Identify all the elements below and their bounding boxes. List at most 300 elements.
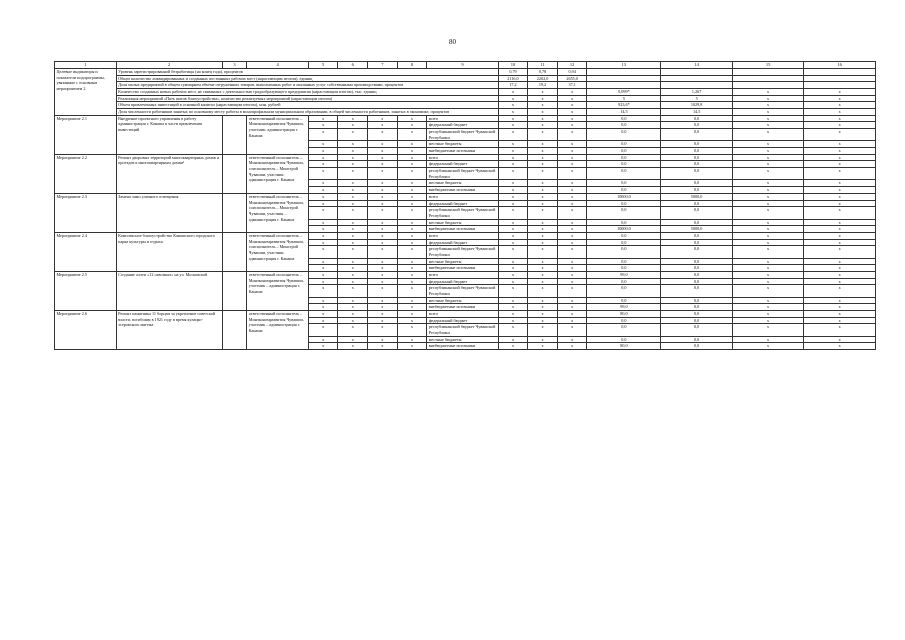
header-cell: 1 <box>55 62 117 69</box>
code-cell: х <box>338 161 368 168</box>
funding-value: х <box>498 154 528 161</box>
indicator-value: 0,78 <box>528 69 558 76</box>
code-cell: х <box>397 193 427 200</box>
code-cell: х <box>397 246 427 258</box>
funding-value: 0,0 <box>587 207 661 219</box>
code-cell: х <box>397 219 427 226</box>
funding-source: всего <box>427 271 498 278</box>
event-row <box>55 115 876 122</box>
funding-value: х <box>732 168 803 180</box>
funding-value: 0,0 <box>661 115 732 122</box>
funding-value: х <box>804 154 876 161</box>
funding-source: республиканский бюджет Чувашской Республики <box>427 324 498 336</box>
header-cell: 15 <box>732 62 803 69</box>
funding-value: х <box>557 161 587 168</box>
funding-value: х <box>804 141 876 148</box>
header-cell: 10 <box>498 62 528 69</box>
code-cell: х <box>397 168 427 180</box>
code-cell: х <box>308 141 338 148</box>
header-cell: 3 <box>222 62 247 69</box>
funding-value: х <box>498 324 528 336</box>
indicator-value: х <box>804 109 876 116</box>
funding-value: х <box>557 219 587 226</box>
funding-value: 0,0 <box>661 219 732 226</box>
code-cell: х <box>397 187 427 194</box>
indicator-value: 19,2 <box>528 82 558 89</box>
event-name: Внедрение проектного управления в работу администрации г. Канаша в части привлечения инвестиций <box>116 115 222 154</box>
event-blank <box>222 115 247 154</box>
indicator-value: 2116,0 <box>498 75 528 82</box>
code-cell: х <box>308 343 338 350</box>
funding-value: х <box>804 122 876 129</box>
funding-value: 0,0 <box>661 187 732 194</box>
funding-source: местные бюджеты <box>427 219 498 226</box>
funding-value: х <box>732 193 803 200</box>
code-cell: х <box>397 324 427 336</box>
code-cell: х <box>308 168 338 180</box>
indicator-value <box>804 69 876 76</box>
event-executor: ответственный исполнитель – Минэкономразвития Чувашии, соисполнитель – Минстрой Чувашии, участник: администрация г. Канаша <box>247 232 309 271</box>
code-cell: х <box>368 148 398 155</box>
indicator-row <box>55 89 876 96</box>
indicator-value: 14,5 <box>587 109 661 116</box>
event-name: Создание аллеи «12 сквозных» на ул. Московской <box>116 271 222 310</box>
funding-value: х <box>498 304 528 311</box>
funding-value: х <box>557 265 587 272</box>
code-cell: х <box>308 129 338 141</box>
code-cell: х <box>368 246 398 258</box>
code-cell: х <box>368 200 398 207</box>
funding-value: х <box>804 336 876 343</box>
funding-source: федеральный бюджет <box>427 278 498 285</box>
funding-source: местные бюджеты <box>427 297 498 304</box>
code-cell: х <box>338 115 368 122</box>
funding-value: х <box>498 180 528 187</box>
funding-value: х <box>498 161 528 168</box>
code-cell: х <box>338 226 368 233</box>
funding-value: х <box>732 271 803 278</box>
funding-value: х <box>498 285 528 297</box>
funding-source: республиканский бюджет Чувашской Республики <box>427 246 498 258</box>
indicator-text: Доля малых предприятий в общем суммарном объеме отгруженных товаров, выполненных работ и оказанных услуг собственными производствами, процентов <box>116 82 498 89</box>
funding-source: внебюджетные источники <box>427 304 498 311</box>
code-cell: х <box>338 180 368 187</box>
funding-value: х <box>732 148 803 155</box>
funding-value: 99,0 <box>587 271 661 278</box>
funding-value: х <box>557 154 587 161</box>
funding-value: х <box>732 129 803 141</box>
code-cell: х <box>368 304 398 311</box>
funding-value: х <box>528 200 558 207</box>
funding-value: 0,0 <box>587 219 661 226</box>
funding-source: внебюджетные источники <box>427 343 498 350</box>
indicator-text: Общее количество ликвидированных и созданных постоянных рабочих мест (нарастающим итогом), единиц <box>116 75 498 82</box>
funding-value: 0,0 <box>587 200 661 207</box>
header-cell: 16 <box>804 62 876 69</box>
funding-value: х <box>498 278 528 285</box>
code-cell: х <box>368 285 398 297</box>
funding-value: х <box>804 265 876 272</box>
code-cell: х <box>338 278 368 285</box>
funding-value: х <box>732 219 803 226</box>
funding-value: х <box>498 271 528 278</box>
code-cell: х <box>338 122 368 129</box>
code-cell: х <box>338 265 368 272</box>
funding-value: х <box>528 141 558 148</box>
funding-value: 0,0 <box>587 232 661 239</box>
funding-value: х <box>804 180 876 187</box>
funding-source: федеральный бюджет <box>427 200 498 207</box>
funding-value: х <box>528 219 558 226</box>
funding-value: 0,0 <box>661 154 732 161</box>
funding-source: республиканский бюджет Чувашской Республики <box>427 168 498 180</box>
code-cell: х <box>397 317 427 324</box>
event-name: Комплексное благоустройство Канашского городского парка культуры и отдыха <box>116 232 222 271</box>
page-number: 80 <box>449 38 456 46</box>
funding-source: всего <box>427 310 498 317</box>
funding-value: 0,0 <box>661 265 732 272</box>
program-table <box>54 61 876 350</box>
indicator-value: х <box>528 95 558 102</box>
code-cell: х <box>368 324 398 336</box>
code-cell: х <box>368 278 398 285</box>
code-cell: х <box>308 271 338 278</box>
indicator-value: х <box>498 102 528 109</box>
code-cell: х <box>397 161 427 168</box>
funding-value: 0,0 <box>587 129 661 141</box>
header-cell: 8 <box>397 62 427 69</box>
funding-value: х <box>528 265 558 272</box>
funding-value: х <box>528 115 558 122</box>
funding-source: внебюджетные источники <box>427 226 498 233</box>
funding-value: х <box>528 271 558 278</box>
code-cell: х <box>368 180 398 187</box>
code-cell: х <box>368 129 398 141</box>
funding-value: 0,0 <box>587 115 661 122</box>
funding-value: х <box>804 246 876 258</box>
funding-value: х <box>557 129 587 141</box>
event-executor: ответственный исполнитель – Минэкономразвития Чувашии, соисполнитель – Минстрой Чувашии, участник – администрация г. Канаша <box>247 193 309 232</box>
funding-value: х <box>498 265 528 272</box>
funding-value: х <box>528 258 558 265</box>
code-cell: х <box>338 304 368 311</box>
code-cell: х <box>308 200 338 207</box>
funding-value: х <box>732 180 803 187</box>
indicator-value <box>661 69 732 76</box>
code-cell: х <box>368 317 398 324</box>
code-cell: х <box>338 129 368 141</box>
code-cell: х <box>308 115 338 122</box>
funding-value: 0,0 <box>661 232 732 239</box>
header-row <box>55 62 876 69</box>
code-cell: х <box>397 141 427 148</box>
code-cell: х <box>397 278 427 285</box>
funding-value: х <box>732 258 803 265</box>
funding-value: х <box>528 180 558 187</box>
funding-value: х <box>498 122 528 129</box>
funding-value: х <box>557 336 587 343</box>
funding-value: х <box>732 310 803 317</box>
funding-value: х <box>498 297 528 304</box>
funding-value: х <box>557 122 587 129</box>
funding-value: х <box>732 324 803 336</box>
code-cell: х <box>308 154 338 161</box>
code-cell: х <box>308 161 338 168</box>
funding-value: х <box>732 232 803 239</box>
code-cell: х <box>338 317 368 324</box>
funding-value: х <box>804 297 876 304</box>
funding-value: 0,0 <box>661 129 732 141</box>
funding-value: 0,0 <box>661 304 732 311</box>
event-label: Мероприятие 2.1 <box>55 115 117 154</box>
indicator-value: х <box>528 89 558 96</box>
indicator-value <box>732 82 803 89</box>
event-label: Мероприятие 2.6 <box>55 310 117 349</box>
funding-value: х <box>804 187 876 194</box>
indicator-value: х <box>528 102 558 109</box>
indicator-value <box>587 82 661 89</box>
code-cell: х <box>368 343 398 350</box>
indicator-value: х <box>498 109 528 116</box>
funding-value: х <box>804 161 876 168</box>
funding-value: х <box>557 168 587 180</box>
indicator-value <box>587 69 661 76</box>
indicator-text: Объем привлеченных инвестиций в основной капитал (нарастающим итогом), млн. рублей <box>116 102 498 109</box>
indicator-value <box>587 75 661 82</box>
funding-source: местные бюджеты <box>427 180 498 187</box>
funding-value: х <box>528 239 558 246</box>
code-cell: х <box>338 141 368 148</box>
funding-value: х <box>732 278 803 285</box>
code-cell: х <box>338 310 368 317</box>
funding-value: х <box>557 304 587 311</box>
code-cell: х <box>397 207 427 219</box>
event-label: Мероприятие 2.4 <box>55 232 117 271</box>
event-row <box>55 193 876 200</box>
funding-value: х <box>528 232 558 239</box>
indicator-value: х <box>732 102 803 109</box>
funding-value: х <box>528 148 558 155</box>
code-cell: х <box>368 239 398 246</box>
funding-value: 0,0 <box>661 343 732 350</box>
indicator-value <box>804 75 876 82</box>
code-cell: х <box>368 297 398 304</box>
funding-value: х <box>557 193 587 200</box>
code-cell: х <box>308 246 338 258</box>
funding-value: х <box>804 168 876 180</box>
funding-value: х <box>732 187 803 194</box>
funding-value: х <box>528 297 558 304</box>
indicator-value: х <box>498 89 528 96</box>
funding-value: х <box>732 265 803 272</box>
code-cell: х <box>397 336 427 343</box>
header-cell: 6 <box>338 62 368 69</box>
funding-value: х <box>528 246 558 258</box>
funding-value: 0,0 <box>587 246 661 258</box>
funding-value: х <box>804 200 876 207</box>
event-blank <box>222 271 247 310</box>
code-cell: х <box>338 285 368 297</box>
indicator-value <box>661 75 732 82</box>
funding-value: х <box>557 226 587 233</box>
funding-value: х <box>498 141 528 148</box>
funding-value: х <box>528 310 558 317</box>
indicator-value: х <box>557 89 587 96</box>
code-cell: х <box>368 336 398 343</box>
funding-value: х <box>557 278 587 285</box>
funding-value: х <box>732 285 803 297</box>
funding-source: местные бюджеты <box>427 258 498 265</box>
indicator-row <box>55 102 876 109</box>
funding-value: 0,0 <box>661 310 732 317</box>
header-cell: 11 <box>528 62 558 69</box>
event-row <box>55 232 876 239</box>
funding-value: х <box>557 297 587 304</box>
code-cell: х <box>368 168 398 180</box>
funding-value: х <box>804 278 876 285</box>
funding-value: х <box>498 226 528 233</box>
funding-value: х <box>498 219 528 226</box>
funding-value: х <box>732 161 803 168</box>
code-cell: х <box>368 310 398 317</box>
funding-value: х <box>557 141 587 148</box>
funding-value: х <box>528 168 558 180</box>
funding-value: 0,0 <box>587 180 661 187</box>
funding-value: 0,0 <box>661 148 732 155</box>
funding-value: 99,0 <box>587 304 661 311</box>
funding-value: 5000,0 <box>661 226 732 233</box>
event-row <box>55 271 876 278</box>
indicator-value <box>661 82 732 89</box>
code-cell: х <box>308 265 338 272</box>
funding-source: местные бюджеты <box>427 336 498 343</box>
funding-value: 0,0 <box>661 200 732 207</box>
code-cell: х <box>397 297 427 304</box>
funding-value: х <box>498 310 528 317</box>
funding-value: х <box>557 324 587 336</box>
event-blank <box>222 232 247 271</box>
funding-value: х <box>732 141 803 148</box>
funding-value: 0,0 <box>587 239 661 246</box>
funding-value: 0,0 <box>587 278 661 285</box>
code-cell: х <box>308 193 338 200</box>
funding-source: всего <box>427 232 498 239</box>
funding-value: 0,0 <box>661 297 732 304</box>
indicator-value <box>732 69 803 76</box>
event-executor: ответственный исполнитель – Минэкономразвития Чувашии, участник – администрация г. Канаша <box>247 271 309 310</box>
funding-source: республиканский бюджет Чувашской Республики <box>427 285 498 297</box>
funding-value: 0,0 <box>587 317 661 324</box>
indicator-row <box>55 95 876 102</box>
funding-value: х <box>732 115 803 122</box>
funding-value: 0,0 <box>661 161 732 168</box>
indicator-row <box>55 69 876 76</box>
indicator-value: 2202,0 <box>528 75 558 82</box>
funding-value: х <box>804 324 876 336</box>
funding-value: х <box>498 115 528 122</box>
event-blank <box>222 193 247 232</box>
indicator-value: 1029,8 <box>661 102 732 109</box>
funding-value: х <box>528 122 558 129</box>
funding-value: х <box>528 193 558 200</box>
funding-value: х <box>498 317 528 324</box>
code-cell: х <box>397 129 427 141</box>
funding-value: х <box>528 343 558 350</box>
funding-value: 0,0 <box>587 168 661 180</box>
funding-value: х <box>557 258 587 265</box>
funding-value: х <box>528 154 558 161</box>
funding-value: х <box>804 271 876 278</box>
funding-value: 0,0 <box>587 297 661 304</box>
funding-value: х <box>557 207 587 219</box>
indicator-text: Количество созданных новых рабочих мест, не связанных с деятельностью градообразующего предприятия (нарастающим итогом), тыс. единиц <box>116 89 498 96</box>
funding-value: х <box>557 285 587 297</box>
funding-value: 0,0 <box>661 239 732 246</box>
indicator-value: х <box>804 89 876 96</box>
indicator-value: х <box>732 109 803 116</box>
funding-value: х <box>732 154 803 161</box>
funding-source: республиканский бюджет Чувашской Республики <box>427 129 498 141</box>
code-cell: х <box>368 154 398 161</box>
header-cell: 7 <box>368 62 398 69</box>
code-cell: х <box>338 187 368 194</box>
code-cell: х <box>338 297 368 304</box>
code-cell: х <box>308 278 338 285</box>
code-cell: х <box>368 115 398 122</box>
event-row <box>55 154 876 161</box>
funding-value: х <box>804 232 876 239</box>
funding-value: 0,0 <box>661 246 732 258</box>
indicator-value: х <box>557 109 587 116</box>
code-cell: х <box>368 271 398 278</box>
funding-value: х <box>528 324 558 336</box>
code-cell: х <box>368 219 398 226</box>
indicator-value: х <box>528 109 558 116</box>
funding-value: х <box>804 193 876 200</box>
funding-value: х <box>732 226 803 233</box>
funding-source: федеральный бюджет <box>427 122 498 129</box>
code-cell: х <box>397 148 427 155</box>
code-cell: х <box>397 226 427 233</box>
code-cell: х <box>308 310 338 317</box>
code-cell: х <box>308 336 338 343</box>
code-cell: х <box>368 187 398 194</box>
funding-value: х <box>732 297 803 304</box>
indicator-value: 0,099* <box>587 89 661 96</box>
indicator-value: 37,1 <box>557 82 587 89</box>
funding-value: 0,0 <box>661 168 732 180</box>
code-cell: х <box>368 193 398 200</box>
event-name: Ремонт памятника 11 борцам за укрепление советской власти, погибшим в 1921 году в время кулацко-эсеровского мятежа <box>116 310 222 349</box>
header-cell: 12 <box>557 62 587 69</box>
code-cell: х <box>308 239 338 246</box>
code-cell: х <box>397 265 427 272</box>
funding-source: внебюджетные источники <box>427 265 498 272</box>
code-cell: х <box>368 232 398 239</box>
funding-source: федеральный бюджет <box>427 317 498 324</box>
funding-value: 0,0 <box>587 324 661 336</box>
funding-value: 0,0 <box>587 258 661 265</box>
funding-value: х <box>804 115 876 122</box>
code-cell: х <box>308 180 338 187</box>
header-cell: 2 <box>116 62 222 69</box>
event-label: Мероприятие 2.5 <box>55 271 117 310</box>
event-executor: ответственный исполнитель – Минэкономразвития Чувашии, участник – администрация г. Канаша <box>247 310 309 349</box>
indicator-value <box>804 82 876 89</box>
funding-source: внебюджетные источники <box>427 148 498 155</box>
funding-value: х <box>804 343 876 350</box>
code-cell: х <box>308 207 338 219</box>
